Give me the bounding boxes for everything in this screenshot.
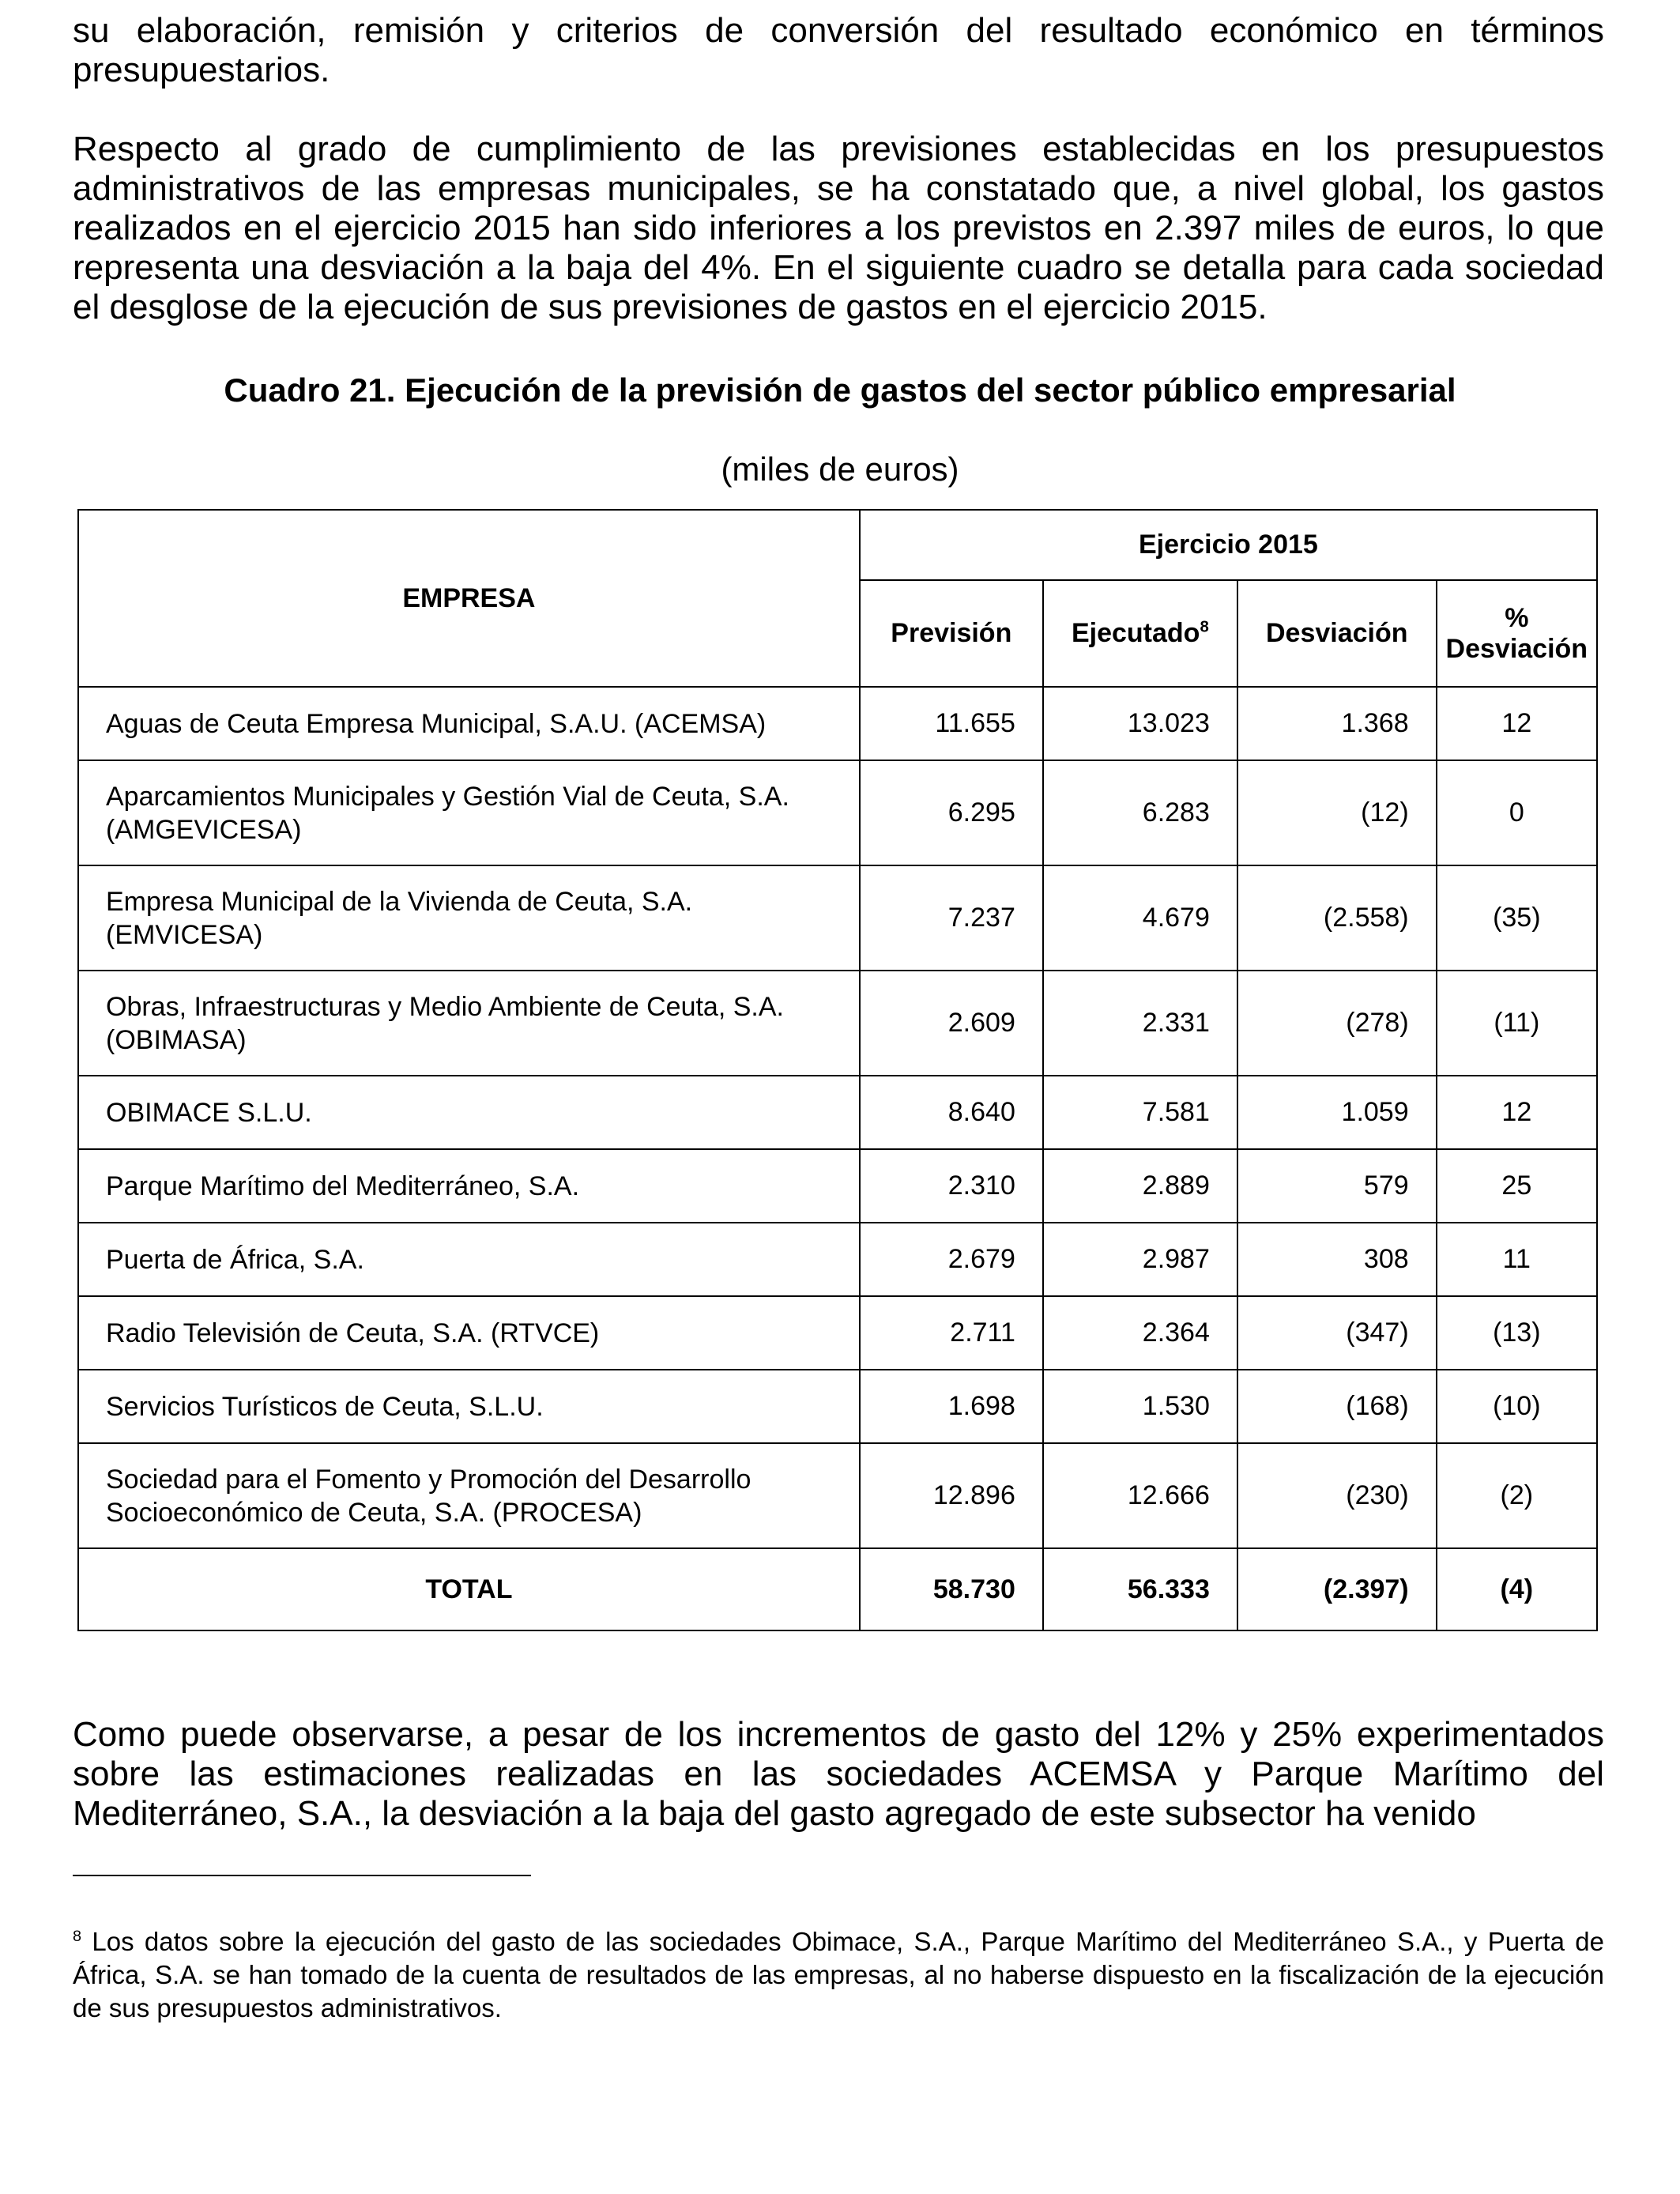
row-pct: 25 xyxy=(1437,1149,1597,1223)
row-name: Servicios Turísticos de Ceuta, S.L.U. xyxy=(78,1370,860,1443)
row-pct: (10) xyxy=(1437,1370,1597,1443)
row-pct: (11) xyxy=(1437,971,1597,1076)
row-prevision: 8.640 xyxy=(860,1076,1043,1149)
row-desviacion: (168) xyxy=(1237,1370,1437,1443)
header-ejecutado xyxy=(1043,580,1237,687)
row-prevision: 12.896 xyxy=(860,1443,1043,1548)
row-desviacion: 579 xyxy=(1237,1149,1437,1223)
table-row xyxy=(78,1076,1597,1149)
row-name: Puerta de África, S.A. xyxy=(78,1223,860,1296)
row-prevision: 7.237 xyxy=(860,865,1043,971)
row-ejecutado: 13.023 xyxy=(1043,687,1237,760)
row-prevision: 11.655 xyxy=(860,687,1043,760)
row-name: Aguas de Ceuta Empresa Municipal, S.A.U. (ACEMSA) xyxy=(78,687,860,760)
row-desviacion: (278) xyxy=(1237,971,1437,1076)
row-prevision: 1.698 xyxy=(860,1370,1043,1443)
row-desviacion: (347) xyxy=(1237,1296,1437,1370)
footnote-text: Los datos sobre la ejecución del gasto de las sociedades Obimace, S.A., Parque Marítimo del Mediterráneo S.A., y Puerta de África, S.A. se han tomado de la cuenta de resultados de las empresas, al no haberse dispuesto en la fiscalización de la ejecución de sus presupuestos administrativos. xyxy=(73,1927,1604,2022)
row-ejecutado: 2.889 xyxy=(1043,1149,1237,1223)
expense-table xyxy=(77,509,1598,1631)
total-desviacion: (2.397) xyxy=(1237,1548,1437,1630)
row-desviacion: 308 xyxy=(1237,1223,1437,1296)
row-pct: 11 xyxy=(1437,1223,1597,1296)
row-ejecutado: 2.331 xyxy=(1043,971,1237,1076)
total-pct: (4) xyxy=(1437,1548,1597,1630)
table-total-row xyxy=(78,1548,1597,1630)
row-desviacion: (12) xyxy=(1237,760,1437,865)
row-name: Parque Marítimo del Mediterráneo, S.A. xyxy=(78,1149,860,1223)
row-ejecutado: 1.530 xyxy=(1043,1370,1237,1443)
row-desviacion: 1.368 xyxy=(1237,687,1437,760)
header-ejecutado-label: Ejecutado xyxy=(1071,618,1200,648)
table-row xyxy=(78,687,1597,760)
table-title: Cuadro 21. Ejecución de la previsión de gastos del sector público empresarial xyxy=(224,371,1456,409)
table-row xyxy=(78,1370,1597,1443)
row-name: OBIMACE S.L.U. xyxy=(78,1076,860,1149)
row-desviacion: (230) xyxy=(1237,1443,1437,1548)
row-ejecutado: 2.987 xyxy=(1043,1223,1237,1296)
row-name: Empresa Municipal de la Vivienda de Ceuta, S.A. (EMVICESA) xyxy=(78,865,860,971)
row-pct: 12 xyxy=(1437,1076,1597,1149)
header-pct-symbol: % xyxy=(1505,602,1529,633)
row-pct: 12 xyxy=(1437,687,1597,760)
table-row xyxy=(78,1149,1597,1223)
footnote-separator xyxy=(73,1875,531,1876)
header-empresa: EMPRESA xyxy=(78,510,860,687)
header-pct-label: Desviación xyxy=(1445,633,1588,664)
row-prevision: 2.679 xyxy=(860,1223,1043,1296)
row-prevision: 2.310 xyxy=(860,1149,1043,1223)
row-prevision: 6.295 xyxy=(860,760,1043,865)
total-ejecutado: 56.333 xyxy=(1043,1548,1237,1630)
row-name: Radio Televisión de Ceuta, S.A. (RTVCE) xyxy=(78,1296,860,1370)
header-ejercicio: Ejercicio 2015 xyxy=(860,510,1597,580)
paragraph-conclusion: Como puede observarse, a pesar de los incrementos de gasto del 12% y 25% experimentados sobre las estimaciones realizadas en las sociedades ACEMSA y Parque Marítimo del Mediterráneo, S.A., la desviación a la baja del gasto agregado de este subsector ha venido xyxy=(73,1715,1604,1833)
row-name: Aparcamientos Municipales y Gestión Vial de Ceuta, S.A. (AMGEVICESA) xyxy=(78,760,860,865)
row-desviacion: 1.059 xyxy=(1237,1076,1437,1149)
row-pct: (2) xyxy=(1437,1443,1597,1548)
paragraph-summary: Respecto al grado de cumplimiento de las previsiones establecidas en los presupuestos administrativos de las empresas municipales, se ha constatado que, a nivel global, los gastos realizados en el ejercicio 2015 han sido inferiores a los previstos en 2.397 miles de euros, lo que representa una desviación a la baja del 4%. En el siguiente cuadro se detalla para cada sociedad el desglose de la ejecución de sus previsiones de gastos en el ejercicio 2015. xyxy=(73,130,1604,326)
footnote-ref: 8 xyxy=(1200,618,1209,636)
total-prevision: 58.730 xyxy=(860,1548,1043,1630)
footnote-number: 8 xyxy=(73,1928,82,1945)
table-units: (miles de euros) xyxy=(721,450,959,488)
row-ejecutado: 2.364 xyxy=(1043,1296,1237,1370)
table-row xyxy=(78,1296,1597,1370)
paragraph-intro: su elaboración, remisión y criterios de conversión del resultado económico en términos presupuestarios. xyxy=(73,11,1604,89)
row-prevision: 2.711 xyxy=(860,1296,1043,1370)
table-header-row xyxy=(78,510,1597,580)
footnote xyxy=(73,1925,1604,2025)
row-pct: (35) xyxy=(1437,865,1597,971)
header-prevision: Previsión xyxy=(860,580,1043,687)
table-row xyxy=(78,1223,1597,1296)
row-pct: (13) xyxy=(1437,1296,1597,1370)
row-ejecutado: 12.666 xyxy=(1043,1443,1237,1548)
row-ejecutado: 6.283 xyxy=(1043,760,1237,865)
row-prevision: 2.609 xyxy=(860,971,1043,1076)
row-pct: 0 xyxy=(1437,760,1597,865)
row-name: Obras, Infraestructuras y Medio Ambiente de Ceuta, S.A. (OBIMASA) xyxy=(78,971,860,1076)
table-row xyxy=(78,1443,1597,1548)
row-name: Sociedad para el Fomento y Promoción del Desarrollo Socioeconómico de Ceuta, S.A. (PROCESA) xyxy=(78,1443,860,1548)
header-pct-desviacion xyxy=(1437,580,1597,687)
row-ejecutado: 4.679 xyxy=(1043,865,1237,971)
table-row xyxy=(78,865,1597,971)
table-row xyxy=(78,971,1597,1076)
table-row xyxy=(78,760,1597,865)
total-label: TOTAL xyxy=(78,1548,860,1630)
row-ejecutado: 7.581 xyxy=(1043,1076,1237,1149)
row-desviacion: (2.558) xyxy=(1237,865,1437,971)
header-desviacion: Desviación xyxy=(1237,580,1437,687)
